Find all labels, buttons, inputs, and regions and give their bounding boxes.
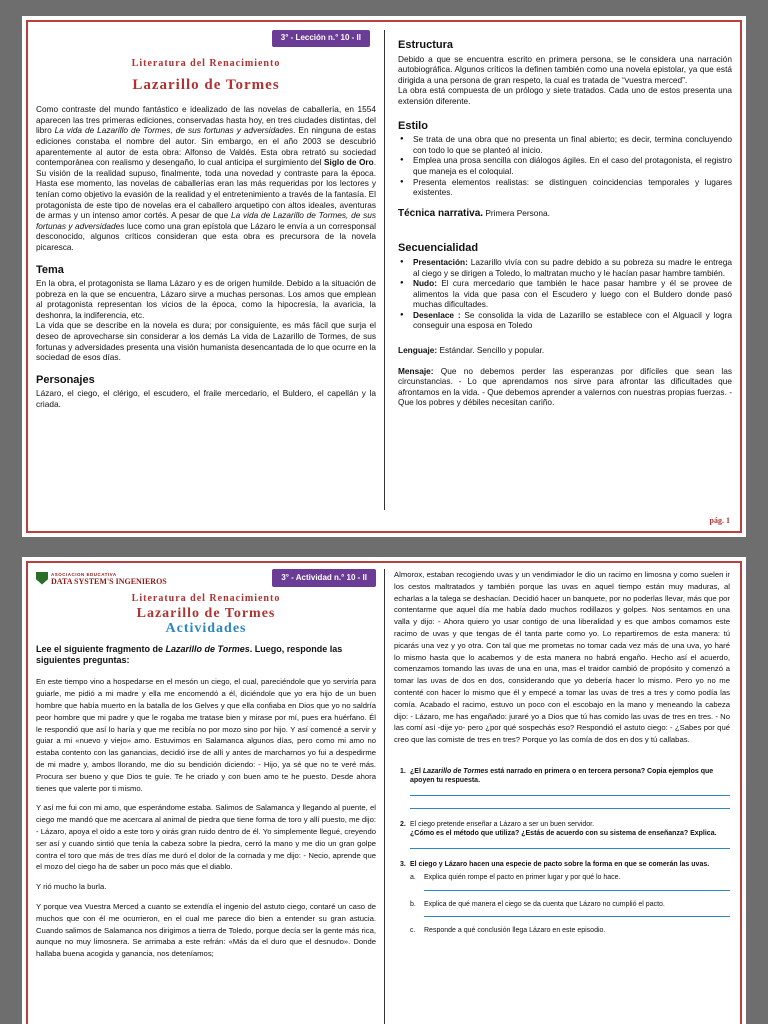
page-title: Lazarillo de Tormes xyxy=(136,605,276,621)
page-2 xyxy=(22,557,746,1024)
answer-line[interactable] xyxy=(424,883,730,891)
tema-paragraph-1: En la obra, el protagonista se llama Lázaro y es de origen humilde. Debido a la situación de pobreza en la que se encuentra, Lázaro sirve a muchas personas. Los amos que emplean al protagonista representan los vicios de la época, como la hipocresía, la avaricia, la deshonra, la indiferencia, etc. xyxy=(36,278,376,320)
answer-line[interactable] xyxy=(410,800,730,809)
tema-heading: Tema xyxy=(36,263,64,276)
list-item: ● Emplea una prosa sencilla con diálogos ágiles. En el caso del protagonista, el registro que maneja es el coloquial. xyxy=(398,155,732,176)
column-divider xyxy=(384,569,385,1024)
estructura-heading: Estructura xyxy=(398,39,454,51)
personajes-heading: Personajes xyxy=(36,373,95,386)
tema-paragraph-2: La vida que se describe en la novela es dura; por consiguiente, es más fácil que surja el deseo de aprovecharse sin considerar a los demás La vida de Lazarillo de Tormes, de sus fortunas y adversidades presenta una visión humanista desencantada de lo que ocurre en la sociedad de esos días. xyxy=(36,320,376,363)
secuencialidad-heading: Secuencialidad xyxy=(398,242,479,255)
list-item: ● Desenlace : Se consolida la vida de Lazarillo se establece con el Alguacil y logra conseguir una esposa en Toledo xyxy=(398,310,732,331)
column-divider xyxy=(384,30,385,510)
story-paragraph: Y así me fui con mi amo, que esperándome estaba. Salimos de Salamanca y llegando al puente, el ciego me mandó que me acercara al animal de piedra que tiene forma de toro y allí puesto, me dijo: - Lázaro, apoya el oído a este toro y oirás gran ruido dentro de él. Yo simplemente llegué, creyendo ser así y cuando sintió que tenía la cabeza sobre la piedra, cerró la mano y me dio un gran golpe contra el toro que más de tres días me duró el dolor de la cornada y me dijo: - Necio, aprende que el mozo del ciego ha de saber un poco más que el diablo. xyxy=(36,803,376,872)
page-2-left-column xyxy=(36,569,376,968)
activities-title: Actividades xyxy=(165,620,247,636)
estilo-heading: Estilo xyxy=(398,119,428,132)
page-2-right-column xyxy=(394,569,730,936)
intro-paragraph: Como contraste del mundo fantástico e idealizado de las novelas de caballería, en 1554 aparecen las tres primeras ediciones, conservadas hasta hoy, en tres ciudades distintas, del libro La vida de Lazarillo de Tormes, de sus fortunas y adversidades. En ninguna de estas ediciones constaba el nombre del autor. Sin embargo, en el año 2003 se descubrió aparentemente al autor de esta obra: Alfonso de Valdés. Esta obra retrató su sociedad contemporánea con realismo y desengaño, lo cual anticipa el surgimiento del Siglo de Oro. Su visión de la realidad supuso, finalmente, toda una novedad y contraste para la época. Hasta ese momento, las novelas de caballerías eran las más requeridas por los lectores y tenían como objetivo la evasión de la realidad y el entretenimiento a través de la fantasía. El protagonista de este tipo de novelas era el caballero arquetipo con altos ideales, aventuras de armas y un intenso amor cortés. A pesar de que La vida de Lazarillo de Tormes, de sus fortunas y adversidades luce como una gran epístola que Lázaro le envía a un corresponsal desconocido, algunos críticos consideran que esta obra es precursora de la novela picaresca. xyxy=(36,104,377,252)
list-item: ● Se trata de una obra que no presenta un final abierto; es decir, termina concluyendo con todo lo que se planteó al inicio. xyxy=(398,134,732,155)
answer-line[interactable] xyxy=(410,840,730,849)
question-1: 1. ¿El Lazarillo de Tormes está narrado en primera o en tercera persona? Copia ejemplos que apoyen tu respuesta. xyxy=(400,767,714,784)
question-3a: a. Explica quién rompe el pacto en primer lugar y por qué lo hace. xyxy=(410,873,621,881)
answer-line[interactable] xyxy=(424,909,730,917)
page-title: Lazarillo de Tormes xyxy=(132,76,280,93)
lesson-badge: 3° - Lección n.° 10 - II xyxy=(272,30,370,47)
page-1 xyxy=(22,16,746,537)
story-paragraph: En este tiempo vino a hospedarse en el mesón un ciego, el cual, pareciéndole que yo serviría para guiarle, me pidió a mi madre y ella me encomendó a él, diciéndole que yo era hijo de un buen hombre que había muerto en la batalla de los Gelves y que ella confiaba en Dios que yo no saldría peor hombre que mi padre y que le rogaba me tratase bien y mirase por mí, pues era huérfano. Él le respondió que así lo haría y que me recibía no por mozo sino por hijo. Y así comencé a servir y guiar a mi «nuevo y viejo» amo. Estuvimos en Salamanca algunos días, pero como mi amo no estaba contento con las ganancias, decidió irse de allí y antes de marcharnos yo fui a despedirme de mi madre y, ambos llorando, me dio su bendición diciendo: - Hijo, ya sé que no te veré más. Procura ser bueno y que Dios te guíe. Te he criado y con buen amo te he puesto. Desde ahora tienes que valerte por ti mismo. xyxy=(36,677,376,793)
school-logo: ASOCIACION EDUCATIVA DATA SYSTEM'S INGENIEROS xyxy=(36,571,167,585)
instructions: Lee el siguiente fragmento de Lazarillo de Tormes. Luego, responde las siguientes preguntas: xyxy=(36,644,343,666)
personajes-paragraph: Lázaro, el ciego, el clérigo, el escudero, el fraile mercedario, el Buldero, el capellán y la criada. xyxy=(36,388,376,410)
question-2: 2. El ciego pretende enseñar a Lázaro a ser un buen servidor. ¿Cómo es el método que utiliza? ¿Estás de acuerdo con su sistema de enseñanza? Explica. xyxy=(400,821,717,837)
question-3b: b. Explica de qué manera el ciego se da cuenta que Lázaro no cumplió el pacto. xyxy=(410,900,665,908)
story-continuation: Almorox, estaban recogiendo uvas y un vendimiador le dio un racimo en limosna y como suelen ir los cestos maltratados y también porque las uvas en aquel tiempo están muy maduras, al echarlas a la talega se deshacían. Decidió hacer un banquete, por no poderlas llevar, más que por contentarme que aquel día me había dado muchos rodillazos y golpes. Nos sentamos en una valla y dijo: - Ahora quiero yo usar contigo de una liberalidad y es que ambos comamos este racimo de uvas y que tengas de él tanta parte como yo. Lo repartiremos de esta manera: tú picarás una vez y yo otra. Con tal que me prometas no tomar cada vez más de una uva, yo haré lo mismo hasta que lo acabemos y de esta manera no habrá engaño. Hecho así el acuerdo, comenzamos tomando las uvas de una en una, mas el traidor cambió de propósito y comenzó a tomar las uvas de dos en dos, considerando que yo debería hacer lo mismo. Pero yo no me contenté con hacer lo mismo que él y empecé a tomar las uvas de tres a tres y como podía las comía. Acabado el racimo, estuvo un poco con el escobajo en la mano y meneando la cabeza dijo: - Lázaro, me has engañado: juraré yo a Dios que tú has comido las uvas de tres en tres. - No las comí así -dije yo- pero ¿por qué sospechás eso? Respondió el astuto ciego: - ¿Sabes por qué creo que las comiste de tres en tres? Porque yo las comía de dos en dos y tú callabas. xyxy=(394,570,730,745)
activity-badge: 3° - Actividad n.° 10 - II xyxy=(272,569,376,587)
list-item: ● Presenta elementos realistas: se distinguen coincidencias temporales y lugares existentes. xyxy=(398,177,732,198)
tecnica-line: Técnica narrativa. Primera Persona. xyxy=(398,207,550,219)
estructura-paragraph-2: La obra está compuesta de un prólogo y siete tratados. Cada uno de estos presenta una extensión diferente. xyxy=(398,85,732,106)
mensaje-paragraph: Mensaje: Que no debemos perder las esperanzas por difíciles que sean las circunstancias. - Lo que aprendamos nos sirve para afrontar las dificultades que afrontamos en la vida. - Que debemos aprender a valernos con nuestras propias fuerzas. - Que los pobres y débiles necesitan cariño. xyxy=(398,365,732,408)
estructura-paragraph-1: Debido a que se encuentra escrito en primera persona, se le considera una narración autobiográfica. Algunos críticos la definen también como una novela epistolar, ya que está dirigida a una persona de gran respeto, la cual es tratada de “vuestra merced”. xyxy=(398,53,732,85)
list-item: ● Presentación: Lazarillo vivía con su padre debido a su pobreza su madre le entrega al ciego y se dirigen a Toledo, lo maltratan mucho y le hacían pasar hambre también. xyxy=(398,257,732,278)
page-1-right-column xyxy=(398,30,732,408)
section-subtitle: Literatura del Renacimiento xyxy=(131,593,281,604)
lenguaje-line: Lenguaje: Estándar. Sencillo y popular. xyxy=(398,345,545,356)
story-paragraph: Y porque vea Vuestra Merced a cuanto se extendía el ingenio del astuto ciego, contaré un caso de muchos que con él me ocurrieron, en el cual me parece dio bien a entender su gran astucia. Cuando salimos de Salamanca nos dirigimos a tierra de Toledo, porque decía ser la gente más rica, aunque no muy limosnera. Se arrimaba a este refrán: «Más da el duro que el desnudo». Donde hallaba buena acogida y ganancia, nos deteníamos; xyxy=(36,901,377,959)
shield-icon xyxy=(36,572,48,585)
list-item: ● Nudo: El cura mercedario que también le hace pasar hambre y él se provee de alimentos la vida que pasa con el Escudero y luego con el Buldero donde pasó muchas dificultades. xyxy=(398,278,732,310)
secuencialidad-list xyxy=(398,257,732,331)
story-paragraph: Y rió mucho la burla. xyxy=(36,882,107,892)
questions xyxy=(394,768,730,936)
answer-line[interactable] xyxy=(410,787,730,796)
question-3: 3. El ciego y Lázaro hacen una especie de pacto sobre la forma en que se comerán las uvas. xyxy=(400,861,710,869)
question-3c: c. Responde a qué conclusión llega Lázaro en este episodio. xyxy=(410,927,606,935)
story-fragment xyxy=(36,676,376,960)
page-number: pág. 1 xyxy=(709,516,730,525)
page-1-left-column xyxy=(36,30,376,410)
section-subtitle: Literatura del Renacimiento xyxy=(131,58,281,69)
estilo-list xyxy=(398,134,732,198)
